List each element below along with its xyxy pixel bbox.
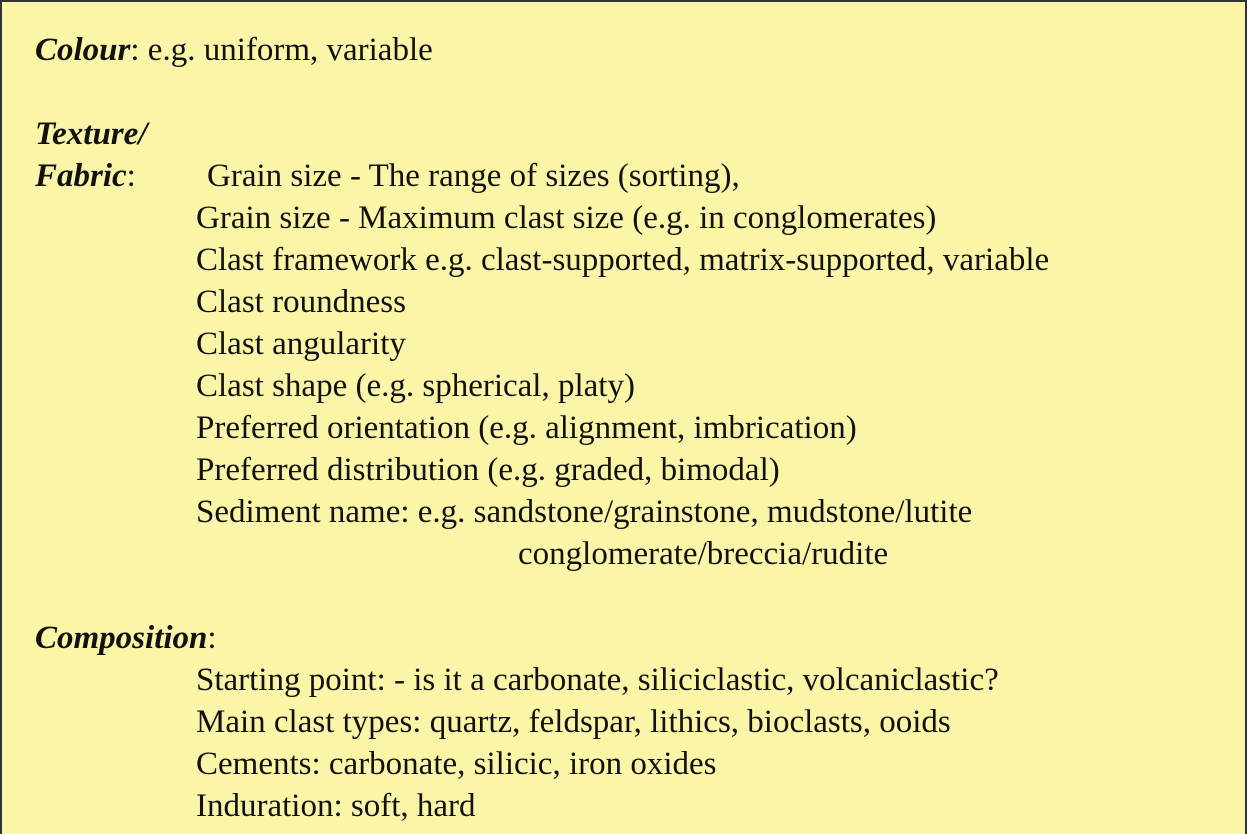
texture-colon: : [126, 158, 136, 194]
composition-item: Main clast types: quartz, feldspar, lithics, bioclasts, ooids [196, 704, 951, 740]
composition-item: Starting point: - is it a carbonate, siliciclastic, volcaniclastic? [196, 662, 999, 698]
texture-item: Preferred distribution (e.g. graded, bimodal) [196, 452, 780, 488]
colour-row [35, 30, 433, 70]
texture-label-line1: Texture/ [35, 116, 148, 152]
texture-item: Grain size - Maximum clast size (e.g. in conglomerates) [196, 200, 937, 236]
composition-item: Cements: carbonate, silicic, iron oxides [196, 746, 717, 782]
texture-item: Sediment name: e.g. sandstone/grainstone, mudstone/lutite [196, 494, 973, 530]
texture-label-line2-row [35, 156, 136, 196]
colour-text: : e.g. uniform, variable [130, 32, 433, 68]
texture-item: Clast angularity [196, 326, 406, 362]
texture-item: Grain size - The range of sizes (sorting), [207, 158, 740, 194]
texture-item: Clast roundness [196, 284, 406, 320]
texture-item-continuation: conglomerate/breccia/rudite [518, 536, 889, 572]
composition-row [35, 618, 217, 658]
texture-label-line2: Fabric [35, 158, 127, 194]
composition-item: Induration: soft, hard [196, 788, 476, 824]
texture-item: Clast framework e.g. clast-supported, matrix-supported, variable [196, 242, 1050, 278]
texture-item: Clast shape (e.g. spherical, platy) [196, 368, 635, 404]
colour-label: Colour [35, 32, 131, 68]
composition-label: Composition [35, 620, 208, 656]
texture-item: Preferred orientation (e.g. alignment, imbrication) [196, 410, 857, 446]
composition-colon: : [207, 620, 217, 656]
